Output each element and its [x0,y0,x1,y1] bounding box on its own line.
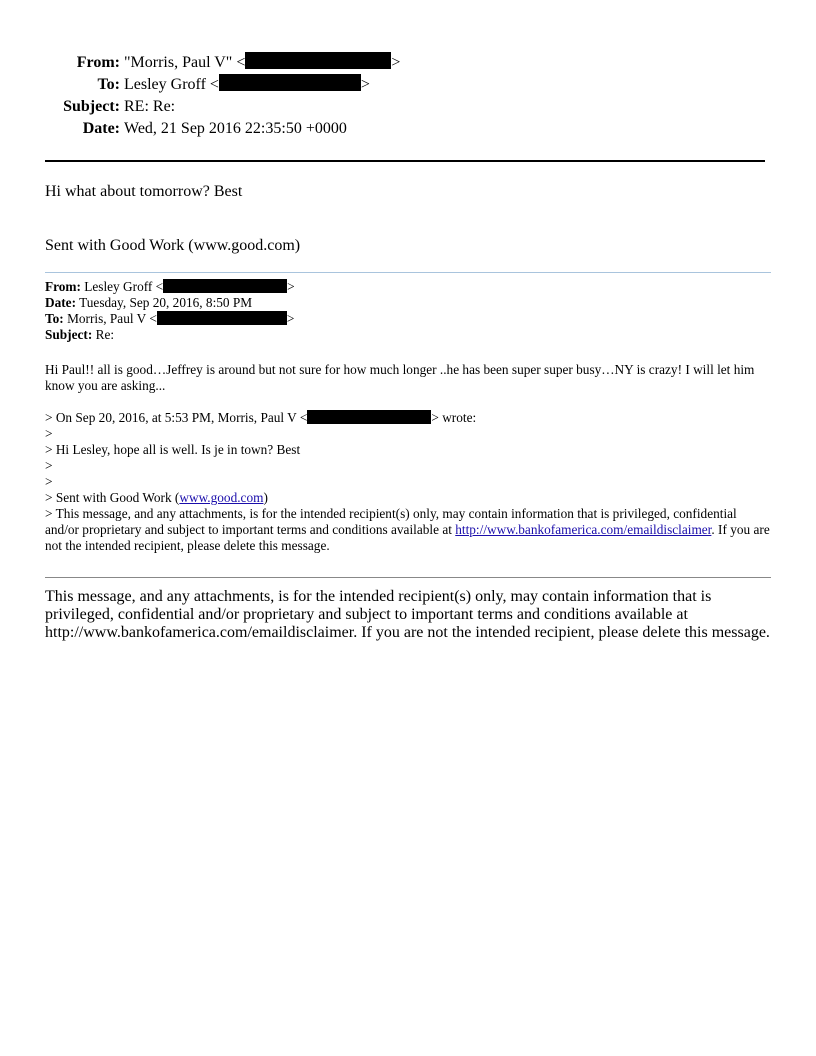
redaction-box [157,311,287,325]
quoted-subject-label: Subject: [45,327,93,342]
quoted-wrote-line [45,410,476,426]
header-subject-label: Subject: [63,98,120,115]
redaction-box [163,279,287,293]
quoted-hi-line: > Hi Lesley, hope all is well. Is je in town? Best [45,442,301,457]
header-from-row [0,52,760,74]
quoted-date-row [45,295,252,311]
quoted-date: Tuesday, Sep 20, 2016, 8:50 PM [79,295,253,310]
quoted-from-name: Lesley Groff < [84,279,164,294]
header-from-label: From: [76,54,120,71]
quoted-disclaimer-suffix: . If you are not the intended recipient, please delete this message. [45,522,770,553]
quoted-subject-row [45,327,114,343]
quoted-disclaimer-prefix: > This message, and any attachments, is for the intended recipient(s) only, may contain information that is privileged, confidential and/or proprietary and subject to important terms and conditions available at [45,506,737,537]
quoted-reply-text: Hi Paul!! all is good…Jeffrey is around but not sure for how much longer ..he has been super super busy…NY is crazy! I will let him know you are asking... [45,362,755,393]
header-to-name: Lesley Groff < [124,76,219,93]
header-subject: RE: Re: [124,98,176,115]
header-divider [45,160,765,162]
body-line-1: Hi what about tomorrow? Best [45,183,243,200]
header-date-label: Date: [82,120,120,137]
redaction-box [219,74,361,91]
header-to-close: > [360,76,370,93]
quoted-sent-suffix: ) [263,490,268,505]
quote-marker: > [45,474,53,489]
quoted-sent-prefix: > Sent with Good Work ( [45,490,180,505]
quote-divider [45,272,771,273]
quoted-date-label: Date: [45,295,77,310]
quoted-from-label: From: [45,279,81,294]
quote-marker: > [45,458,53,473]
header-from-name: "Morris, Paul V" < [124,54,246,71]
body-line-2: Sent with Good Work (www.good.com) [45,237,301,254]
quoted-sent-line [45,490,268,506]
quoted-wrote-suffix: > wrote: [431,410,477,425]
quoted-wrote-prefix: > On Sep 20, 2016, at 5:53 PM, Morris, Paul V < [45,410,308,425]
footer-divider [45,577,771,578]
good-com-link[interactable]: www.good.com [179,490,264,505]
quoted-subject: Re: [95,327,115,342]
header-from-close: > [391,54,401,71]
header-to-row [0,74,760,96]
disclaimer-link[interactable]: http://www.bankofamerica.com/emaildisclaimer [455,522,712,537]
redaction-box [307,410,431,424]
redaction-box [245,52,391,69]
header-subject-row [0,96,760,118]
header-to-label: To: [97,76,120,93]
quoted-from-row [45,279,295,295]
quote-marker: > [45,426,53,441]
quoted-disclaimer [45,506,771,554]
header-date: Wed, 21 Sep 2016 22:35:50 +0000 [124,120,347,137]
quoted-to-row [45,311,294,327]
header-date-row [0,118,760,140]
quoted-to-label: To: [45,311,64,326]
quoted-to-name: Morris, Paul V < [67,311,157,326]
footer-disclaimer: This message, and any attachments, is for the intended recipient(s) only, may contain information that is privileged, confidential and/or proprietary and subject to important terms and conditions available at http://www.bankofamerica.com/emaildisclaimer. If you are not the intended recipient, please delete this message. [45,588,770,641]
quoted-to-close: > [286,311,295,326]
quoted-from-close: > [287,279,295,294]
